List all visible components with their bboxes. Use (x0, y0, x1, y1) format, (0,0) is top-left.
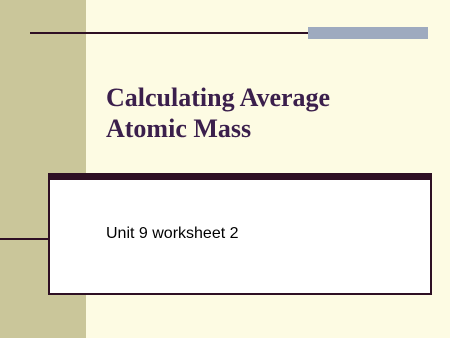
slide-title (106, 82, 426, 144)
slide-title-line-1: Calculating Average (106, 83, 331, 112)
left-divider-line (0, 238, 48, 240)
slide-subtitle: Unit 9 worksheet 2 (106, 225, 239, 242)
top-divider-line (30, 32, 308, 34)
top-accent-bar (308, 27, 428, 39)
slide-title-line-2: Atomic Mass (106, 114, 252, 143)
